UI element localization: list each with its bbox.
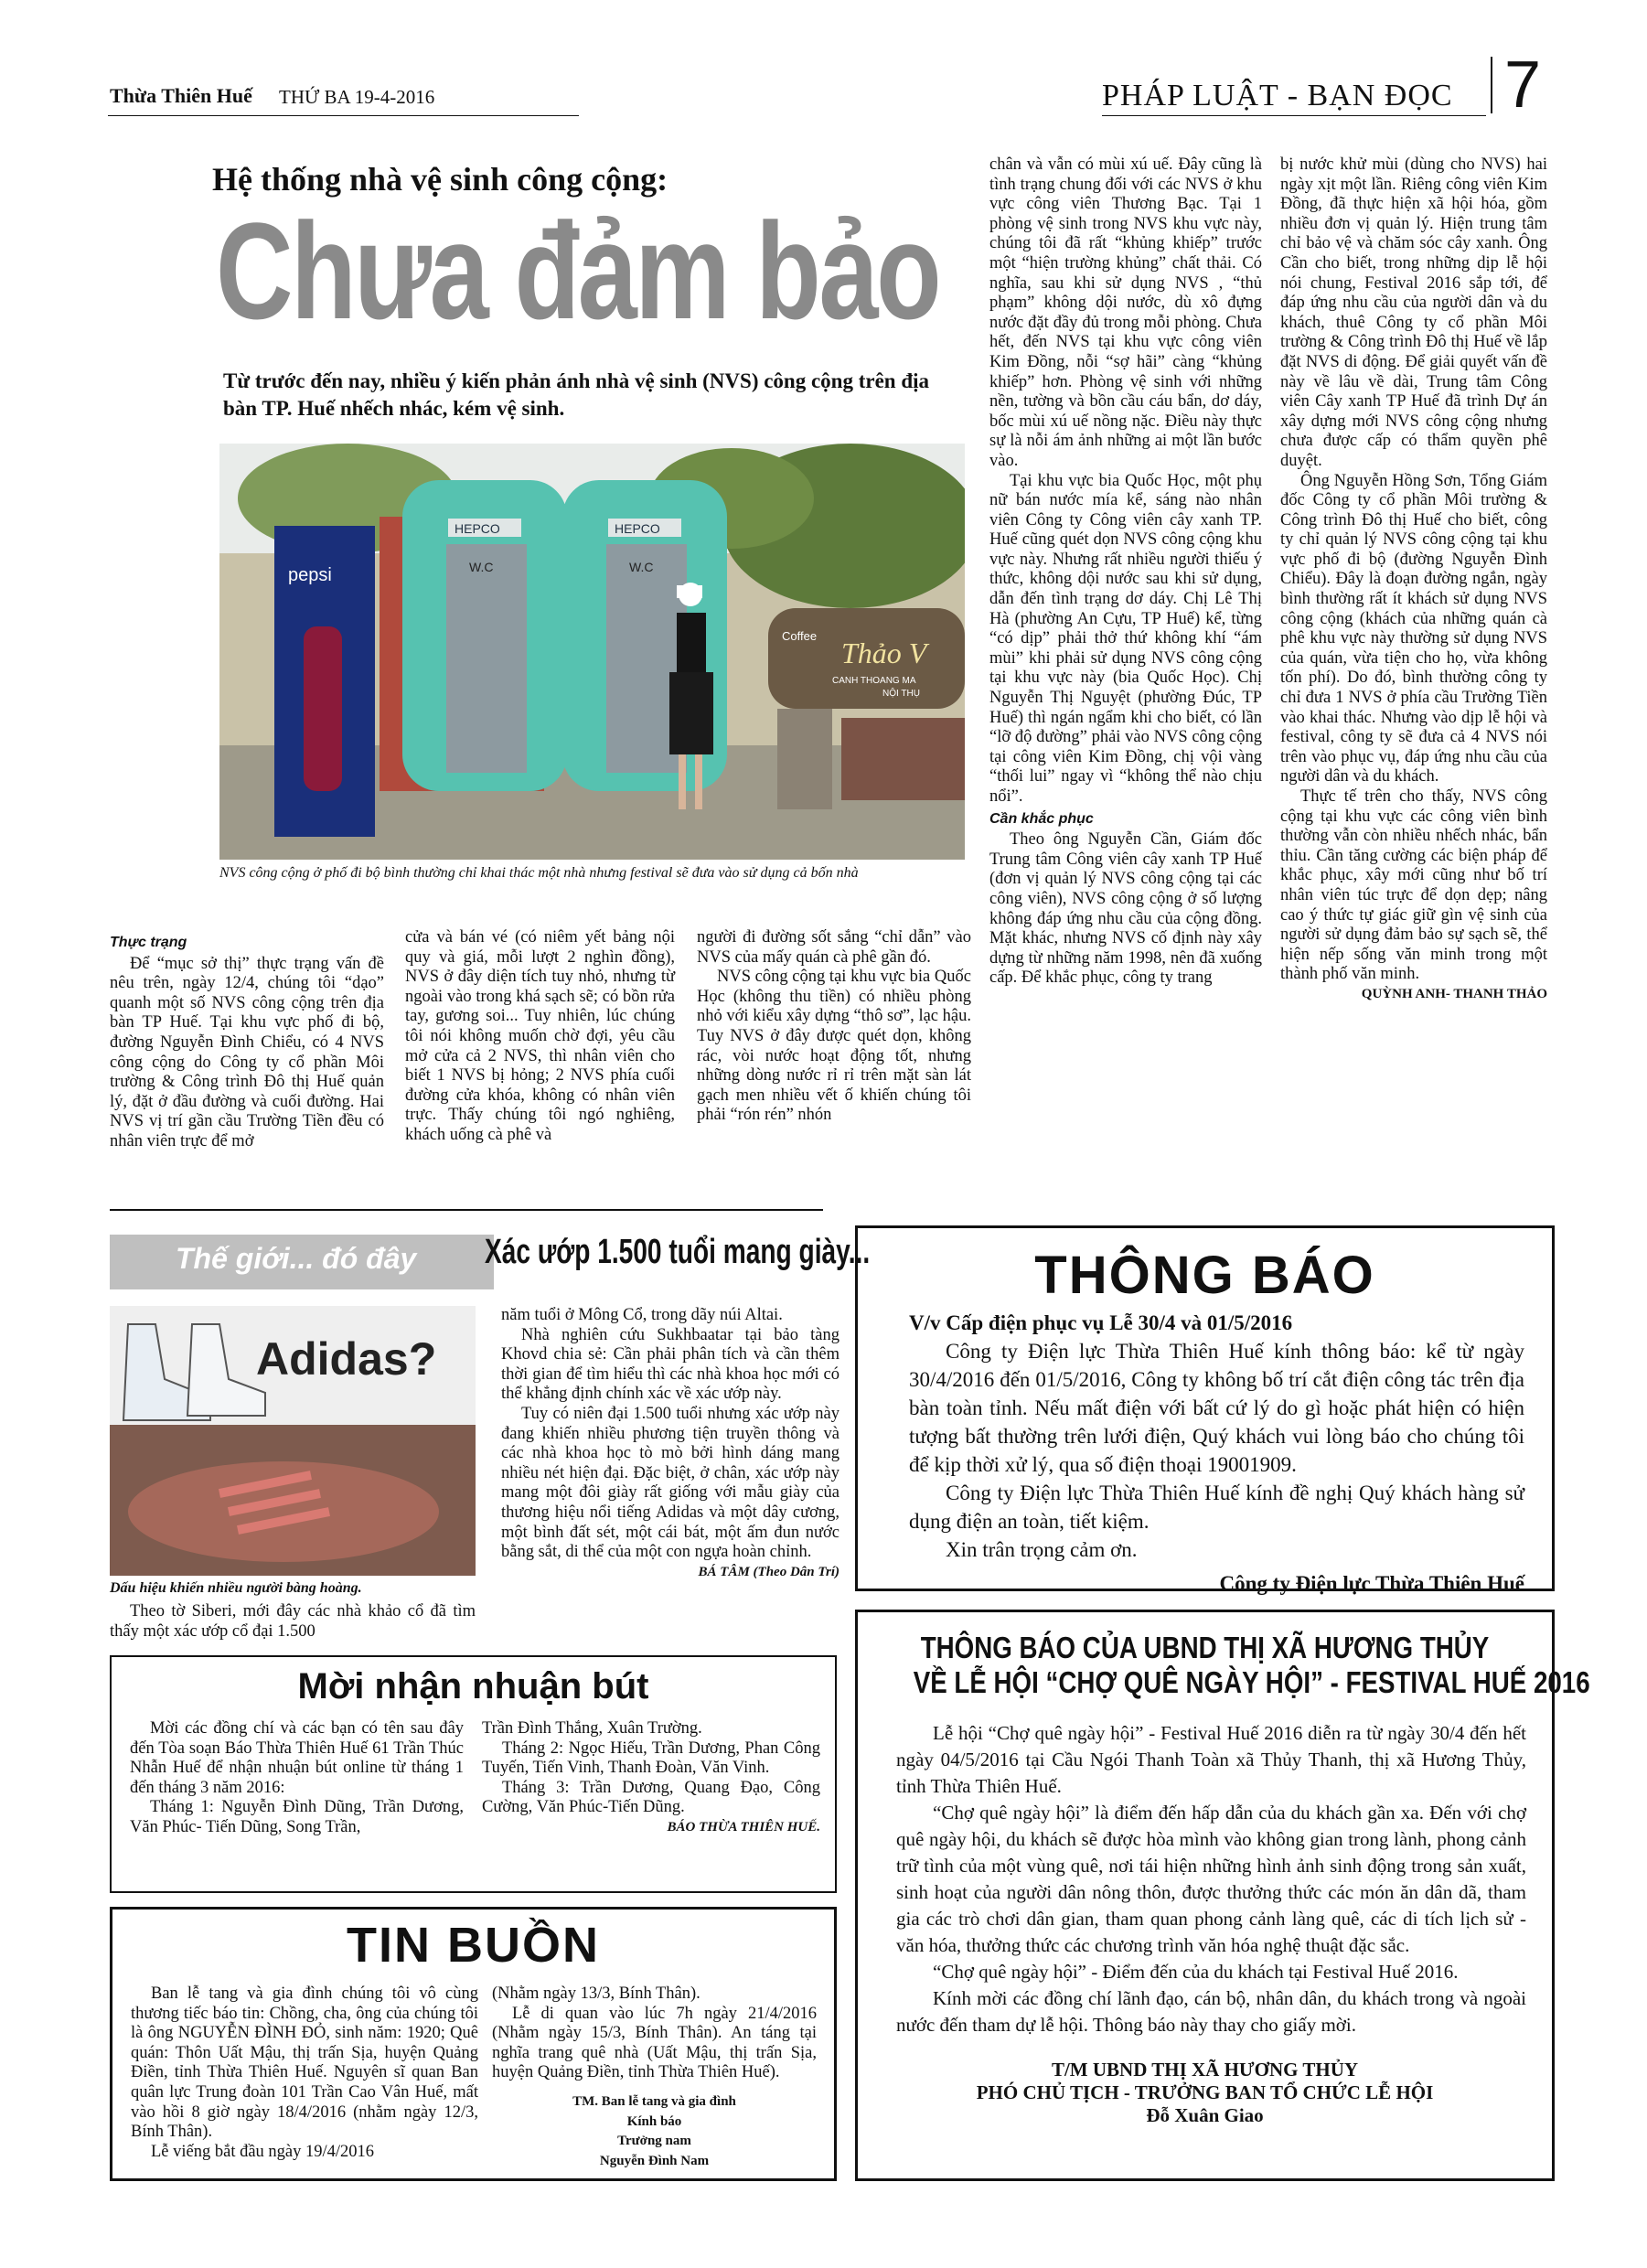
article-paragraph: người đi đường sốt sắng “chỉ dẫn” vào NVS của mấy quán cà phê gần đó. [697,928,971,967]
article-column-3 [697,928,971,1126]
royalty-paragraph: Tháng 2: Ngọc Hiếu, Trần Dương, Phan Công Tuyến, Tiến Vinh, Thanh Đoàn, Văn Vinh. [482,1738,820,1778]
article-column-2 [405,928,675,1146]
festival-notice-sign-line3: Đỗ Xuân Giao [1146,2104,1264,2126]
festival-notice-title-line1: THÔNG BÁO CỦA UBND THỊ XÃ HƯƠNG THỦY [920,1631,1490,1664]
cafe-sign-label: Coffee [782,629,818,643]
mummy-shoe-illustration [110,1306,476,1576]
obituary-sign-line3: Trưởng nam [617,2134,691,2149]
world-byline: BÁ TÂM (Theo Dân Trí) [698,1564,840,1579]
world-photo-shoes [110,1306,476,1576]
festival-notice-title-line2: VỀ LỄ HỘI “CHỢ QUÊ NGÀY HỘI” - FESTIVAL HUẾ 2016 [913,1665,1590,1699]
masthead-divider [1491,57,1492,113]
power-notice-box [855,1225,1555,1595]
masthead-date: THỨ BA 19-4-2016 [279,86,435,108]
world-tag-bar [110,1235,494,1289]
article-paragraph: Theo ông Nguyễn Cần, Giám đốc Trung tâm Công viên cây xanh TP Huế (đơn vị quản lý NVS công cộng tại các công viên), NVS công cộng ở số lượng không đáp ứng nhu cầu của cộng đồng. Mặt khác, nhưng NVS cố định này xây dựng từ những năm 1998, nên đã xuống cấp. Để khắc phục, công ty trang [989,830,1262,988]
article-kicker: Hệ thống nhà vệ sinh công cộng: [212,161,668,198]
pepsi-sign-text: pepsi [288,565,332,585]
wc-label-2: W.C [629,560,654,574]
royalty-paragraph: Trần Đình Thắng, Xuân Trường. [482,1719,702,1738]
article-paragraph: Để “mục sở thị” thực trạng vấn đề nêu trên, ngày 12/4, chúng tôi “dạo” quanh một số NVS công cộng trên địa bàn TP Huế. Tại khu vực phố đi bộ, đường Nguyễn Đình Chiểu, có 4 NVS công cộng do Công ty cổ phần Môi trường & Công trình Đô thị Huế quản lý, đặt ở đầu đường và cuối đường. Hai NVS vị trí gần cầu Trường Tiền đều có nhân viên trực để mở [110,954,384,1150]
world-photo-caption: Dấu hiệu khiến nhiều người bàng hoàng. [110,1580,362,1596]
subhead-can-khac-phuc: Cần khắc phục [989,810,1094,827]
royalty-paragraph: Tháng 3: Trần Dương, Quang Đạo, Công Cường, Văn Phúc-Tiến Dũng. [482,1778,820,1817]
article-photo-toilets [219,444,965,860]
article-headline: Chưa đảm bảo [216,194,940,348]
world-paragraph: năm tuổi ở Mông Cổ, trong dãy núi Altai. [501,1306,783,1324]
obituary-sign-line4: Nguyễn Đình Nam [599,2153,710,2168]
article-paragraph: cửa và bán vé (có niêm yết bảng nội quy và giá, mỗi lượt 2 nghìn đồng), NVS ở đây diện tích tuy nhỏ, nhưng từ ngoài vào trong khá sạch sẽ; có bồn rửa tay, gương soi... Tuy nhiên, lúc chúng tôi nói không muốn chờ đợi, yêu cầu mở cửa cả 2 NVS, thì nhân viên cho biết 1 NVS bị hỏng; 2 NVS phía cuối đường cửa khóa, không có nhân viên trực. Thấy chúng tôi ngó nghiêng, khách uống cà phê và [405,928,675,1144]
power-notice-paragraph: Công ty Điện lực Thừa Thiên Huế kính đề nghị Quý khách hàng sử dụng điện an toàn, tiết kiệm. [909,1482,1524,1533]
article-photo-caption: NVS công cộng ở phố đi bộ bình thường chỉ khai thác một nhà nhưng festival sẽ đưa vào sử dụng cả bốn nhà [219,865,859,881]
masthead-rule-right [1102,115,1486,116]
article-column-4 [989,155,1262,989]
page-number: 7 [1504,48,1542,122]
obituary-paragraph: Ban lễ tang và gia đình chúng tôi vô cùng thương tiếc báo tin: Chồng, cha, ông của chúng tôi là ông NGUYỄN ĐÌNH ĐỎ, sinh năm: 1920; Quê quán: Thôn Uất Mậu, thị trấn Sịa, huyện Quảng Điền, tỉnh Thừa Thiên Huế. Nguyên sĩ quan Ban quân lực Trung đoàn 101 Trần Cao Vân Huế, mất vào hồi 8 giờ ngày 18/4/2016 (nhằm ngày 12/3, Bính Thân). [131,1984,478,2142]
royalty-title: Mời nhận nhuận bút [297,1666,649,1706]
obituary-sign-line1: TM. Ban lễ tang và gia đình [572,2093,736,2109]
world-tag: Thế giới... đó đây [176,1242,417,1275]
article-lead: Từ trước đến nay, nhiều ý kiến phản ánh nhà vệ sinh (NVS) công cộng trên địa bàn TP. Huế nhếch nhác, kém vệ sinh. [223,369,930,420]
royalty-column-2 [482,1719,820,1838]
obituary-paragraph: Lễ di quan vào lúc 7h ngày 21/4/2016 (Nhằm ngày 15/3, Bính Thân). An táng tại nghĩa trang quê nhà (Uất Mậu, thị trấn Sịa, huyện Quảng Điền, tỉnh Thừa Thiên Huế). [492,2004,817,2082]
world-paragraph: Tuy có niên đại 1.500 tuổi nhưng xác ướp này đang khiến nhiều phương tiện truyền thông và các nhà khoa học tò mò bởi hình dáng mang nhiều nét hiện đại. Đặc biệt, ở chân, xác ướp này mang một đôi giày rất giống với mẫu giày của thương hiệu nổi tiếng Adidas và một dây cương, một bình đất sét, một cái bát, một ấm đun nước bằng sắt, di thể của một con ngựa hoàn chỉnh. [501,1404,840,1562]
masthead-paper: Thừa Thiên Huế [110,84,252,107]
article-column-1 [110,931,384,1152]
section-divider [110,1209,823,1211]
festival-notice-paragraph: “Chợ quê ngày hội” - Điểm đến của du khách tại Festival Huế 2016. [933,1961,1459,1983]
festival-notice-sign-line2: PHÓ CHỦ TỊCH - TRƯỞNG BAN TỔ CHỨC LỄ HỘI [976,2081,1434,2103]
obituary-column-1 [131,1984,478,2162]
festival-notice-body [896,1720,1526,2038]
article-paragraph: chân và vẫn có mùi xú uế. Đây cũng là tình trạng chung đối với các NVS ở khu vực công viên Thương Bạc. Tại 1 phòng vệ sinh trong NVS khu vực này, chúng tôi đã rất “khủng khiếp” trước một “hiện trường khủng” chất thải. Có nghĩa, sau khi sử dụng NVS , “thủ phạm” không dội nước, dù xô đựng nước đặt đầy đủ trong mỗi phòng. Chưa hết, đến NVS tại khu vực công viên Kim Đồng, nỗi “sợ hãi” càng “khủng khiếp” hơn. Phòng vệ sinh với những nền, tường và bồn cầu cáu bẩn, dơ dáy, bốc mùi xú uế nồng nặc. Điều này thực sự là nỗi ám ảnh những ai một lần bước vào. [989,155,1262,470]
world-paragraph: Nhà nghiên cứu Sukhbaatar tại bảo tàng Khovd chia sẻ: Cần phải phân tích và cần thêm thời gian để tìm hiểu thì các nhà khoa học mới có thể khẳng định chính xác về xác ướp này. [501,1325,840,1404]
power-notice-body [909,1337,1524,1598]
article-paragraph: Tại khu vực bia Quốc Học, một phụ nữ bán nước mía kể, sáng nào nhân viên Công ty Công viên cây xanh TP. Huế cũng quét dọn NVS công cộng khu vực này. Nhưng rất nhiều người thiếu ý thức, không dội nước sau khi sử dụng, dẫn đến tình trạng dơ dáy. Chị Lê Thị Hà (phường An Cựu, TP Huế) kể, từng “có dịp” phải thở thứ không khí “ám mùi” khi phải sử dụng NVS công cộng tại khu vực này (bia Quốc Học). Chị Nguyễn Thị Nguyệt (phường Đúc, TP Huế) thì ngán ngẩm khi cho biết, có lần “lỡ độ đường” phải vào NVS công cộng tại công viên Kim Đồng, chị vội vàng “thối lui” ngay vì “không thể nào chịu nổi”. [989,471,1262,806]
cafe-sign-name: Thảo V [841,637,927,669]
obituary-paragraph: (Nhằm ngày 13/3, Bính Thân). [492,1984,701,2003]
article-paragraph: Ông Nguyễn Hồng Sơn, Tổng Giám đốc Công ty cổ phần Môi trường & Công trình Đô thị Huế cho biết, công ty chỉ quản lý NVS công cộng tại khu vực phố đi bộ (đường Nguyễn Đình Chiểu). Đây là đoạn đường ngắn, ngày bình thường rất ít khách sử dụng NVS công cộng (khách của những quán cà phê khu vực này thường sử dụng NVS của quán, vừa tiện cho họ, vừa không tốn phí). Do đó, bình thường công ty chỉ đưa 1 NVS ở phía cầu Trường Tiền vào khai thác. Nhưng vào dịp lễ hội và festival, công ty sẽ đưa cả 4 NVS nói trên vào phục vụ, đáp ứng nhu cầu của người dân và du khách. [1280,471,1547,786]
power-notice-subtitle: V/v Cấp điện phục vụ Lễ 30/4 và 01/5/2016 [909,1311,1293,1334]
article-byline: QUỲNH ANH- THANH THẢO [1361,986,1547,1001]
article-column-5 [1280,155,1547,1005]
world-column-2 [501,1306,840,1582]
power-notice-paragraph: Công ty Điện lực Thừa Thiên Huế kính thông báo: kể từ ngày 30/4/2016 đến 01/5/2016, Công ty không bố trí cắt điện công tác trên địa bàn toàn tỉnh. Nếu mất điện với bất cứ lý do gì hoặc phát hiện có hiện tượng bất thường trên lưới điện, Quý khách vui lòng báo cho chúng tôi để kịp thời xử lý, qua số điện thoại 19001909. [909,1340,1524,1476]
wc-label-1: W.C [469,560,494,574]
obituary-column-2 [492,1984,817,2171]
royalty-box [110,1655,837,1893]
cafe-sign-sub: CANH THOANG MA [832,676,916,686]
royalty-paragraph: Tháng 1: Nguyễn Đình Dũng, Trần Dương, Văn Phúc- Tiến Dũng, Song Trần, [130,1798,464,1836]
hepco-label-1: HEPCO [455,521,500,536]
power-notice-paragraph: Xin trân trọng cảm ơn. [946,1538,1138,1561]
article-paragraph: bị nước khử mùi (dùng cho NVS) hai ngày xịt một lần. Riêng công viên Kim Đồng, đã thực hiện xã hội hóa, gồm nhiều đơn vị quản lý. Hiện trung tâm chỉ bảo vệ và chăm sóc cây xanh. Ông Cần cho biết, trong những dịp lễ hội nói chung, Festival 2016 sắp tới, để đáp ứng nhu cầu của người dân và du khách, thuê Công ty cổ phần Môi trường & Công trình Đô thị Huế về lắp đặt NVS di động. Để giải quyết vấn đề này về lâu về dài, Trung tâm Công viên Cây xanh TP Huế đã trình Dự án xây dựng mới NVS công cộng nhưng chưa được cấp có thẩm quyền phê duyệt. [1280,155,1547,470]
obituary-box [110,1907,837,2181]
subhead-thuc-trang: Thực trạng [110,935,187,950]
toilets-illustration [219,444,965,860]
hepco-label-2: HEPCO [615,521,660,536]
festival-notice-box [855,1610,1590,2181]
power-notice-sign: Công ty Điện lực Thừa Thiên Huế [1219,1572,1524,1595]
royalty-paragraph: Mời các đồng chí và các bạn có tên sau đây đến Tòa soạn Báo Thừa Thiên Huế 61 Trần Thúc Nhẫn Huế để nhận nhuận bút online từ tháng 1 đến tháng 3 năm 2016: [130,1719,464,1797]
masthead-rule-left [108,115,579,116]
royalty-sign: BÁO THỪA THIÊN HUẾ. [667,1819,820,1835]
royalty-column-1 [130,1719,464,1838]
obituary-paragraph: Lễ viếng bắt đầu ngày 19/4/2016 [151,2142,375,2161]
cafe-sign-sub2: NỘI THỤ [882,689,920,699]
article-paragraph: Thực tế trên cho thấy, NVS công cộng tại khu vực các công viên bình thường vẫn còn nhiều nhếch nhác, bẩn thỉu. Cần tăng cường các biện pháp để khắc phục, xây mới cũng như bố trí nhân viên túc trực để dọn dẹp; nâng cao ý thức tự giác giữ gìn vệ sinh của người sử dụng đảm bảo sự sạch sẽ, thể hiện nếp sống văn minh trong một thành phố văn minh. [1280,787,1547,984]
obituary-title: TIN BUỒN [347,1918,600,1973]
power-notice-title: THÔNG BÁO [1034,1246,1375,1305]
festival-notice-sign-line1: T/M UBND THỊ XÃ HƯƠNG THỦY [1051,2059,1359,2081]
world-column-1 [110,1602,476,1642]
festival-notice-paragraph: “Chợ quê ngày hội” là điểm đến hấp dẫn của du khách gần xa. Đến với chợ quê ngày hội, du khách sẽ được hòa mình vào không gian trong lành, phong cảnh trữ tình của một vùng quê, nơi tái hiện những hình ảnh sinh động trong sản xuất, sinh hoạt của người dân nông thôn, được thưởng thức các món ăn dân dã, tham gia các trò chơi dân gian, tham quan phong cảnh làng quê, các di tích lịch sử - văn hóa, thưởng thức các chương trình văn hóa nghệ thuật đặc sắc. [896,1802,1526,1956]
festival-notice-paragraph: Kính mời các đồng chí lãnh đạo, cán bộ, nhân dân, du khách trong và ngoài nước đến tham dự lễ hội. Thông báo này thay cho giấy mời. [896,1987,1526,2036]
masthead-section: PHÁP LUẬT - BẠN ĐỌC [1102,79,1453,112]
article-paragraph: NVS công cộng tại khu vực bia Quốc Học (không thu tiền) có nhiều phòng nhỏ với kiểu xây dựng “thô sơ”, lạc hậu. Tuy NVS ở đây được quét dọn, không rác, vòi nước hoạt động tốt, nhưng những dòng nước rỉ rỉ trên mặt sàn lát gạch men nhiều vết ố khiến chúng tôi phải “rón rén” nhón [697,968,971,1125]
world-title: Xác ướp 1.500 tuổi mang giày... [485,1233,871,1271]
world-paragraph: Theo tờ Siberi, mới đây các nhà khảo cổ đã tìm thấy một xác ướp cổ đại 1.500 [110,1602,476,1641]
obituary-sign-line2: Kính báo [626,2113,682,2129]
adidas-caption-text: Adidas? [256,1333,437,1385]
festival-notice-paragraph: Lễ hội “Chợ quê ngày hội” - Festival Huế 2016 diễn ra từ ngày 30/4 đến hết ngày 04/5/2016 tại Cầu Ngói Thanh Toàn xã Thủy Thanh, thị xã Hương Thủy, tỉnh Thừa Thiên Huế. [896,1722,1526,1797]
